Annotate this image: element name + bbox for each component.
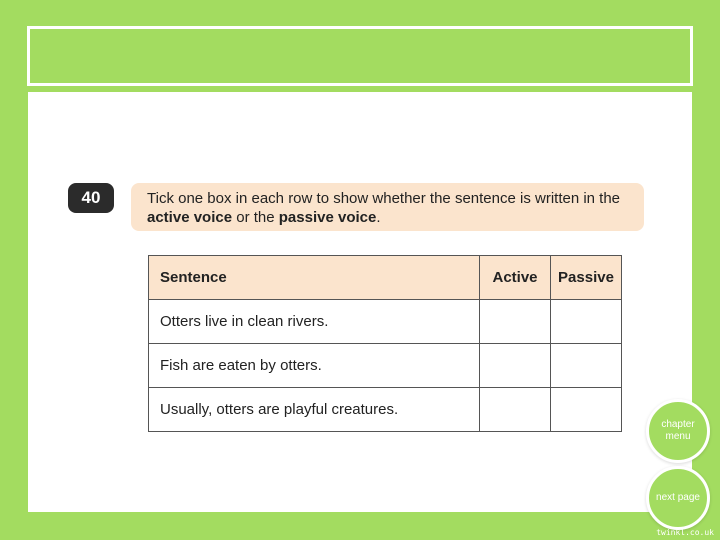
header-passive: Passive (551, 256, 622, 300)
instruction-text-2: or the (232, 209, 279, 226)
question-number-badge: 40 (68, 183, 114, 213)
table-row (149, 300, 622, 344)
chapter-menu-label: chapter menu (661, 419, 695, 442)
sentence-cell: Otters live in clean rivers. (149, 300, 480, 344)
passive-tick-box[interactable] (551, 300, 622, 344)
header-sentence: Sentence (149, 256, 480, 300)
header-active: Active (480, 256, 551, 300)
sentence-cell: Usually, otters are playful creatures. (149, 388, 480, 432)
next-page-label: next page (656, 492, 700, 503)
instruction-bold-passive: passive voice (278, 209, 377, 226)
next-page-button[interactable] (646, 466, 710, 530)
chapter-menu-button[interactable] (646, 399, 710, 463)
table-header-row (149, 256, 622, 300)
active-tick-box[interactable] (480, 300, 551, 344)
passive-tick-box[interactable] (551, 344, 622, 388)
sentence-cell: Fish are eaten by otters. (149, 344, 480, 388)
slide-title-box (27, 26, 693, 86)
credit-text: twinkl.co.uk (656, 528, 714, 537)
instruction-bold-active: active voice (147, 209, 233, 226)
active-tick-box[interactable] (480, 388, 551, 432)
voice-table (148, 255, 622, 432)
table-row (149, 344, 622, 388)
instruction-text-1: Tick one box in each row to show whether the sentence is written in the (147, 190, 621, 207)
question-instruction (131, 183, 644, 231)
active-tick-box[interactable] (480, 344, 551, 388)
table-row (149, 388, 622, 432)
passive-tick-box[interactable] (551, 388, 622, 432)
instruction-text-3: . (376, 209, 381, 226)
